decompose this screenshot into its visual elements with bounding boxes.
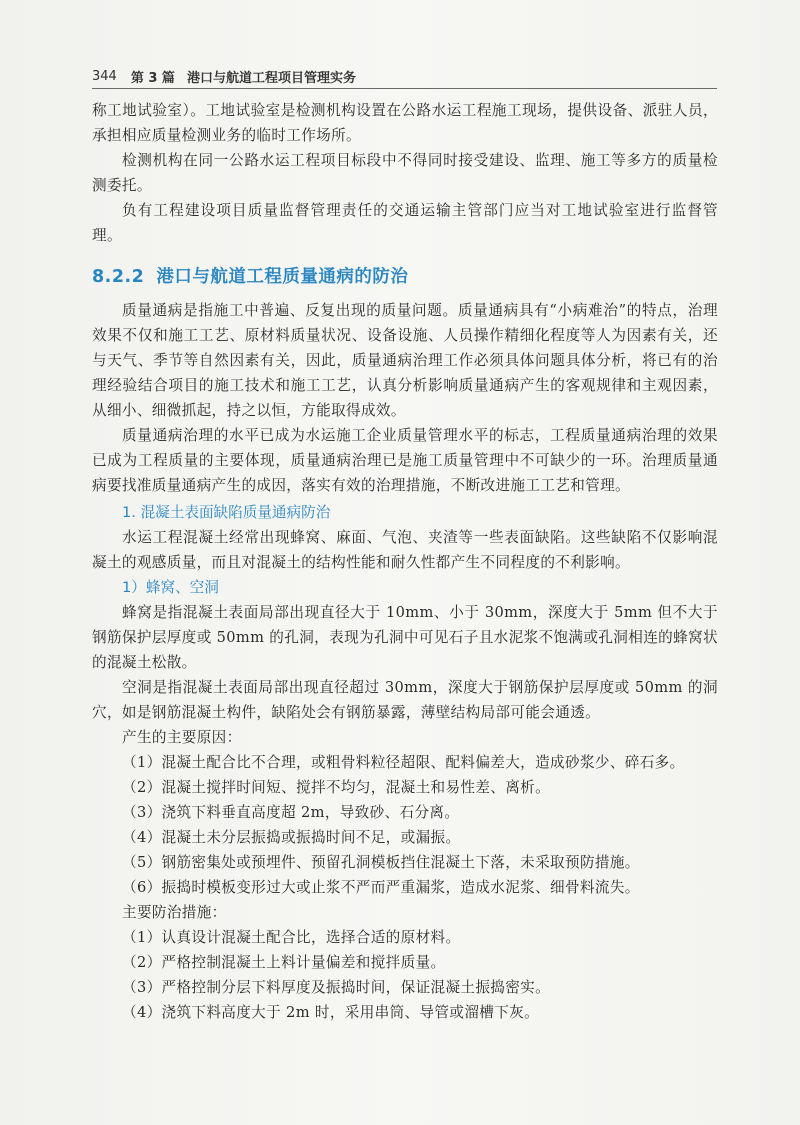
page-number: 344 xyxy=(92,68,117,84)
cause-item: （2）混凝土搅拌时间短、搅拌不均匀，混凝土和易性差、离析。 xyxy=(122,779,551,796)
sub-subsection-heading: 1）蜂窝、空洞 xyxy=(122,579,219,596)
cavity-definition: 空洞是指混凝土表面局部出现直径超过 30mm，深度大于钢筋保护层厚度或 50mm 的洞穴，如是钢筋混凝土构件，缺陷处会有钢筋暴露，薄壁结构局部可能会通透。 xyxy=(92,679,718,721)
chapter-title: 港口与航道工程项目管理实务 xyxy=(186,70,356,86)
section-paragraph-1: 质量通病是指施工中普遍、反复出现的质量问题。质量通病具有“小病难治”的特点，治理效果不仅和施工工艺、原材料质量状况、设备设施、人员操作精细化程度等人为因素有关，还与天气、季节等自然因素有关，因此，质量通病治理工作必须具体问题具体分析，将已有的治理经验结合项目的施工技术和施工工艺，认真分析影响质量通病产生的客观规律和主观因素，从细小、细微抓起，持之以恒，方能取得成效。 xyxy=(92,302,718,419)
measure-item: （2）严格控制混凝土上料计量偏差和搅拌质量。 xyxy=(122,954,446,971)
measure-item: （3）严格控制分层下料厚度及振捣时间，保证混凝土振捣密实。 xyxy=(122,979,551,996)
subsection-heading: 1. 混凝土表面缺陷质量通病防治 xyxy=(122,504,331,521)
chapter-label: 第 3 篇 xyxy=(130,70,175,86)
causes-label: 产生的主要原因： xyxy=(122,729,242,746)
intro-paragraph-1: 称工地试验室）。工地试验室是检测机构设置在公路水运工程施工现场，提供设备、派驻人员，承担相应质量检测业务的临时工作场所。 xyxy=(92,102,718,144)
intro-paragraph-3: 负有工程建设项目质量监督管理责任的交通运输主管部门应当对工地试验室进行监督管理。 xyxy=(92,202,718,244)
section-paragraph-2: 质量通病治理的水平已成为水运施工企业质量管理水平的标志，工程质量通病治理的效果已成为工程质量的主要体现，质量通病治理已是施工质量管理中不可缺少的一环。治理质量通病要找准质量通病产生的成因，落实有效的治理措施，不断改进施工工艺和管理。 xyxy=(92,427,718,494)
cause-item: （1）混凝土配合比不合理，或粗骨料粒径超限、配料偏差大，造成砂浆少、碎石多。 xyxy=(122,754,685,771)
cause-item: （6）振捣时模板变形过大或止浆不严而严重漏浆，造成水泥浆、细骨料流失。 xyxy=(122,879,640,896)
page-body xyxy=(92,98,718,1025)
measures-label: 主要防治措施： xyxy=(122,904,227,921)
section-heading xyxy=(92,262,718,292)
section-title: 港口与航道工程质量通病的防治 xyxy=(156,267,409,287)
honeycomb-definition: 蜂窝是指混凝土表面局部出现直径大于 10mm、小于 30mm，深度大于 5mm 但不大于钢筋保护层厚度或 50mm 的孔洞，表现为孔洞中可见石子且水泥浆不饱满或孔洞相连的蜂窝状的混凝土松散。 xyxy=(92,604,718,671)
measure-item: （1）认真设计混凝土配合比，选择合适的原材料。 xyxy=(122,929,461,946)
intro-paragraph-2: 检测机构在同一公路水运工程项目标段中不得同时接受建设、监理、施工等多方的质量检测委托。 xyxy=(92,152,718,194)
section-number: 8.2.2 xyxy=(92,267,145,287)
measure-item: （4）浇筑下料高度大于 2m 时，采用串筒、导管或溜槽下灰。 xyxy=(122,1004,540,1021)
cause-item: （5）钢筋密集处或预埋件、预留孔洞模板挡住混凝土下落，未采取预防措施。 xyxy=(122,854,640,871)
running-header xyxy=(92,64,712,88)
header-rule xyxy=(92,88,717,89)
subsection-paragraph: 水运工程混凝土经常出现蜂窝、麻面、气泡、夹渣等一些表面缺陷。这些缺陷不仅影响混凝土的观感质量，而且对混凝土的结构性能和耐久性都产生不同程度的不利影响。 xyxy=(92,529,718,571)
cause-item: （4）混凝土未分层振捣或振捣时间不足，或漏振。 xyxy=(122,829,461,846)
cause-item: （3）浇筑下料垂直高度超 2m，导致砂、石分离。 xyxy=(122,804,460,821)
